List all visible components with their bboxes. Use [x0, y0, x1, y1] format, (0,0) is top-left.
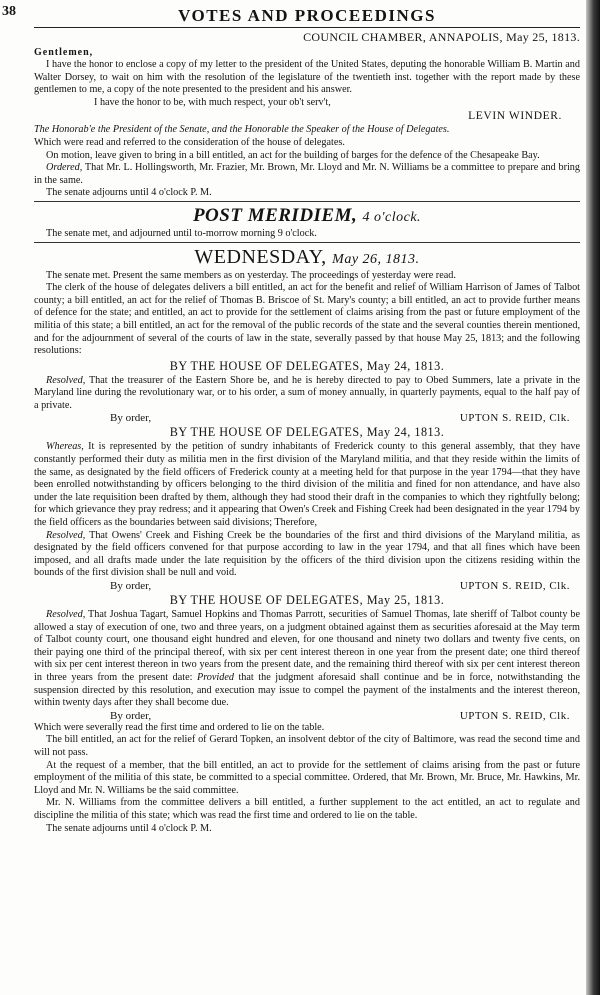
closing-militia-bill: Mr. N. Williams from the committee delivers a bill entitled, a further supplement to the act entitled, an act to regulate and discipline the militia of this state; which was read the first time and ordered to lie on the table. — [34, 797, 580, 821]
section-divider — [34, 242, 580, 243]
clerk-signature: UPTON S. REID, Clk. — [459, 709, 570, 722]
by-order: By order, — [110, 580, 152, 592]
letter-signature: LEVIN WINDER. — [468, 110, 562, 123]
post-meridiem-title: POST MERIDIEM, — [192, 204, 358, 226]
house2-whereas — [34, 441, 580, 529]
provided-label: Provided — [196, 671, 234, 683]
post-meridiem-heading — [34, 205, 580, 227]
house2-text: It is represented by the petition of sundry inhabitants of Frederick county to this general assembly, that they have constantly performed their duty as militia men in the first division of the Maryland militia, and that they reside within the limits of the same, as designated by the field officers of Frederick county at a meeting held for that purpose in the year 1794—that they have been enrolled notwithstanding by officers belonging to the third division of the militia and fined for non attendance, and have also under the late requisition been drafted by them, although they had stood their draft in the companies to which they rightfully belong; for which grievance they pray redress; and it appearing that Owen's Creek and Fishing Creek had been designated in the year 1794 by the field officers as the boundaries between said divisions; Therefore, — [34, 441, 580, 529]
post-meridiem-time: 4 o'clock. — [362, 209, 422, 225]
resolved-label: Resolved, — [46, 609, 86, 620]
title-rule — [34, 27, 580, 28]
wednesday-opening: The senate met. Present the same members as on yesterday. The proceedings of yesterday were read. — [46, 269, 456, 281]
letter-closing: I have the honor to be, with much respect, your ob't serv't, — [94, 96, 331, 108]
closing-committee: At the request of a member, that the bill entitled, an act to provide for the settlement of claims arising from the past or future employment of the militia of this state, be committed to a special committee. Ordered, that Mr. Brown, Mr. Bruce, Mr. Hawkins, Mr. Lloyd and Mr. N. Williams be the said committee. — [34, 759, 580, 796]
may25-leave: On motion, leave given to bring in a bill entitled, an act for the building of barges for the defence of the Chesapeake Bay. — [46, 149, 540, 161]
house1-resolution — [34, 375, 580, 413]
closing-first-reading: Which were severally read the first time and ordered to lie on the table. — [34, 721, 325, 733]
ordered-text: That Mr. L. Hollingsworth, Mr. Frazier, Mr. Brown, Mr. Lloyd and Mr. N. Williams be a committee to prepare and bring in the same. — [34, 162, 580, 186]
house1-text: That the treasurer of the Eastern Shore be, and he is hereby directed to pay to Obed Summers, late a private in the Maryland line during the revolutionary war, or to his order, a sum of money annually, in quarterly payments, equal to the half pay of a private. — [34, 374, 580, 411]
post-meridiem-text: The senate met, and adjourned until to-morrow morning 9 o'clock. — [46, 227, 317, 239]
by-order: By order, — [110, 412, 152, 425]
clerk-signature: UPTON S. REID, Clk. — [459, 580, 570, 592]
section-divider — [34, 201, 580, 202]
page-binding-shadow — [586, 0, 600, 995]
house2-text2: That Owens' Creek and Fishing Creek be the boundaries of the first and third divisions of the Maryland militia, as designated by the field officers convened for that purpose according to law in the year 1794, and that all fines which have been imposed, and all drafts made under the late requisition by the officers of the third division upon the citizens residing within the bounds of the first division shall be null and void. — [34, 529, 580, 579]
resolved-label: Resolved, — [46, 529, 86, 541]
wednesday-date: May 26, 1813. — [332, 251, 420, 267]
house3-text2: that the judgment aforesaid shall continue and be in force, notwithstanding the suspension directed by this resolution, and execution may issue to compel the payment of the instalments and the interest thereon, within twenty days after they shall become due. — [34, 671, 580, 709]
house1-signoff — [110, 412, 570, 424]
may25-referral: Which were read and referred to the consideration of the house of delegates. — [34, 136, 345, 148]
closing-topken-bill: The bill entitled, an act for the relief of Gerard Topken, an insolvent debtor of the city of Baltimore, was read the second time and will not pass. — [34, 734, 580, 758]
house3-resolution — [34, 609, 580, 710]
page-number: 38 — [2, 4, 16, 19]
may25-adjourn: The senate adjourns until 4 o'clock P. M. — [46, 187, 212, 199]
house-heading-3: BY THE HOUSE OF DELEGATES, May 25, 1813. — [169, 593, 445, 607]
ordered-label: Ordered, — [46, 162, 83, 174]
wednesday-title: WEDNESDAY, — [194, 245, 327, 268]
clerk-signature: UPTON S. REID, Clk. — [459, 412, 570, 425]
wednesday-bills: The clerk of the house of delegates delivers a bill entitled, an act for the benefit and relief of William Harrison of James of Talbot county; a bill entitled, an act for the relief of Thomas B. Briscoe of St. Mary's county; a bill entitled, an act to provide further means of defence for the state; and entitled, an act to provide for the settlement of claims arising from the past or future employment of the militia of this state; a bill entitled, an act for the removal of the public records of the state and the several counties therein mentioned, and for the adjournment of several of the courts of law in the state, severally passed by that house May 25, 1813; and the following resolutions: — [34, 282, 580, 357]
letter-addressee: The Honorab'e the President of the Senate, and the Honorable the Speaker of the House of Delegates. — [34, 124, 450, 136]
may25-ordered — [34, 162, 580, 187]
house-heading-1: BY THE HOUSE OF DELEGATES, May 24, 1813. — [169, 358, 445, 373]
by-order: By order, — [110, 709, 152, 722]
whereas-label: Whereas, — [46, 441, 84, 453]
wednesday-heading — [34, 246, 580, 269]
closing-adjourn: The senate adjourns until 4 o'clock P. M. — [46, 822, 212, 834]
house-heading-2: BY THE HOUSE OF DELEGATES, May 24, 1813. — [169, 425, 445, 440]
house3-text: That Joshua Tagart, Samuel Hopkins and Thomas Parrott, securities of Samuel Thomas, late sheriff of Talbot county be allowed a stay of execution of one, two and three years, on a judgment obtained against them as securities aforesaid at the May term of Talbot county court, one thousand eight hundred and eleven, for one thousand and ninety two dollars and twenty five cents, on their paying one third of the principal thereof, with six per cent interest thereon in one year from the present date; one third thereof with six per cent interest thereon in two years from the present date, and the remaining third thereof with six per cent interest thereon in three years from the present date: — [34, 609, 580, 683]
house3-signoff — [110, 710, 570, 722]
letter-body: I have the honor to enclose a copy of my letter to the president of the United States, deputing the honorable William B. Martin and Walter Dorsey, to wait on him with the resolution of the legislature of the twentieth inst. together with the report made by these gentlemen to me, a copy of the note presented to the president and his answer. — [34, 59, 580, 96]
page-title: VOTES AND PROCEEDINGS — [178, 6, 436, 25]
dateline: COUNCIL CHAMBER, ANNAPOLIS, May 25, 1813. — [303, 30, 580, 44]
page-content — [34, 6, 580, 835]
resolved-label: Resolved, — [46, 374, 86, 386]
house2-signoff — [110, 580, 570, 592]
letter-greeting: Gentlemen, — [34, 47, 94, 58]
house2-resolution — [34, 530, 580, 580]
